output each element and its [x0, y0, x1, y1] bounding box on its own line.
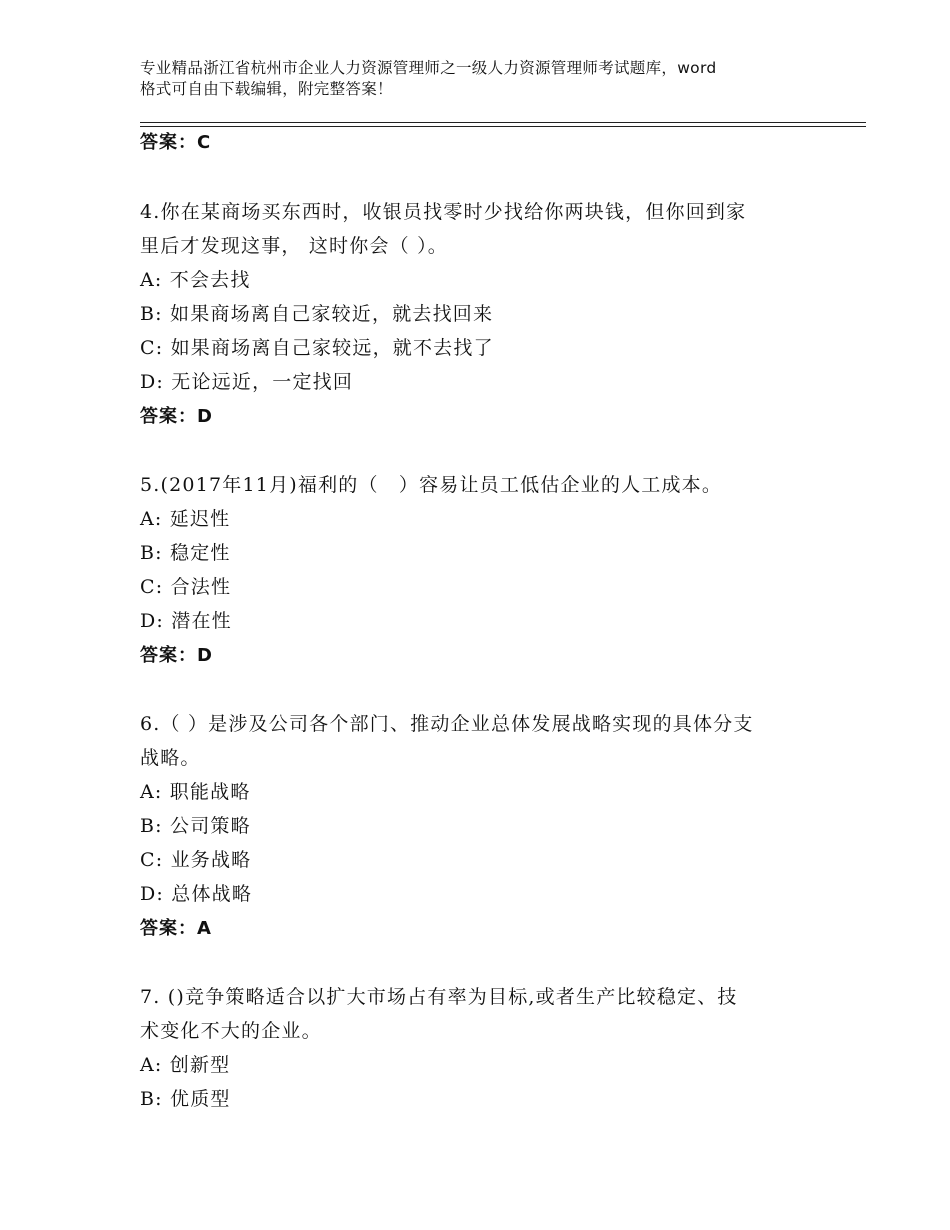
- q7-option-a: A: 创新型: [140, 1054, 231, 1076]
- q6-option-c: C: 业务战略: [140, 849, 252, 871]
- document-header: [140, 58, 840, 100]
- q5-option-b: B: 稳定性: [140, 542, 231, 564]
- q4-option-c: C: 如果商场离自己家较远，就不去找了: [140, 337, 494, 359]
- q6-option-b: B: 公司策略: [140, 815, 251, 837]
- q4-option-b: B: 如果商场离自己家较近，就去找回来: [140, 303, 494, 325]
- header-line-2: 格式可自由下载编辑，附完整答案！: [140, 80, 393, 98]
- q4-option-d: D: 无论远近，一定找回: [140, 371, 354, 393]
- q6-stem-line-2: 战略。: [140, 747, 201, 769]
- q5-option-d: D: 潜在性: [140, 610, 232, 632]
- q7-stem-line-1: 7. ()竞争策略适合以扩大市场占有率为目标,或者生产比较稳定、技: [140, 986, 738, 1008]
- q6-option-a: A: 职能战略: [140, 781, 251, 803]
- q7-stem-line-2: 术变化不大的企业。: [140, 1020, 322, 1042]
- q5-option-a: A: 延迟性: [140, 508, 231, 530]
- answer-previous: 答案：C: [140, 132, 212, 153]
- q4-option-a: A: 不会去找: [140, 269, 251, 291]
- q4-stem-line-2: 里后才发现这事， 这时你会（ ）。: [140, 235, 448, 257]
- q5-answer: 答案：D: [140, 645, 213, 666]
- header-divider-bottom: [140, 126, 866, 127]
- q5-option-c: C: 合法性: [140, 576, 232, 598]
- header-divider-top: [140, 122, 866, 123]
- q4-stem-line-1: 4.你在某商场买东西时，收银员找零时少找给你两块钱，但你回到家: [140, 201, 747, 223]
- q6-stem-line-1: 6.（ ）是涉及公司各个部门、推动企业总体发展战略实现的具体分支: [140, 713, 754, 735]
- q6-option-d: D: 总体战略: [140, 883, 253, 905]
- header-line-1: 专业精品浙江省杭州市企业人力资源管理师之一级人力资源管理师考试题库，word: [140, 59, 717, 77]
- q7-option-b: B: 优质型: [140, 1088, 231, 1110]
- q4-answer: 答案：D: [140, 406, 213, 427]
- q6-answer: 答案：A: [140, 918, 212, 939]
- q5-stem-line-1: 5.(2017年11月)福利的（ ）容易让员工低估企业的人工成本。: [140, 474, 723, 496]
